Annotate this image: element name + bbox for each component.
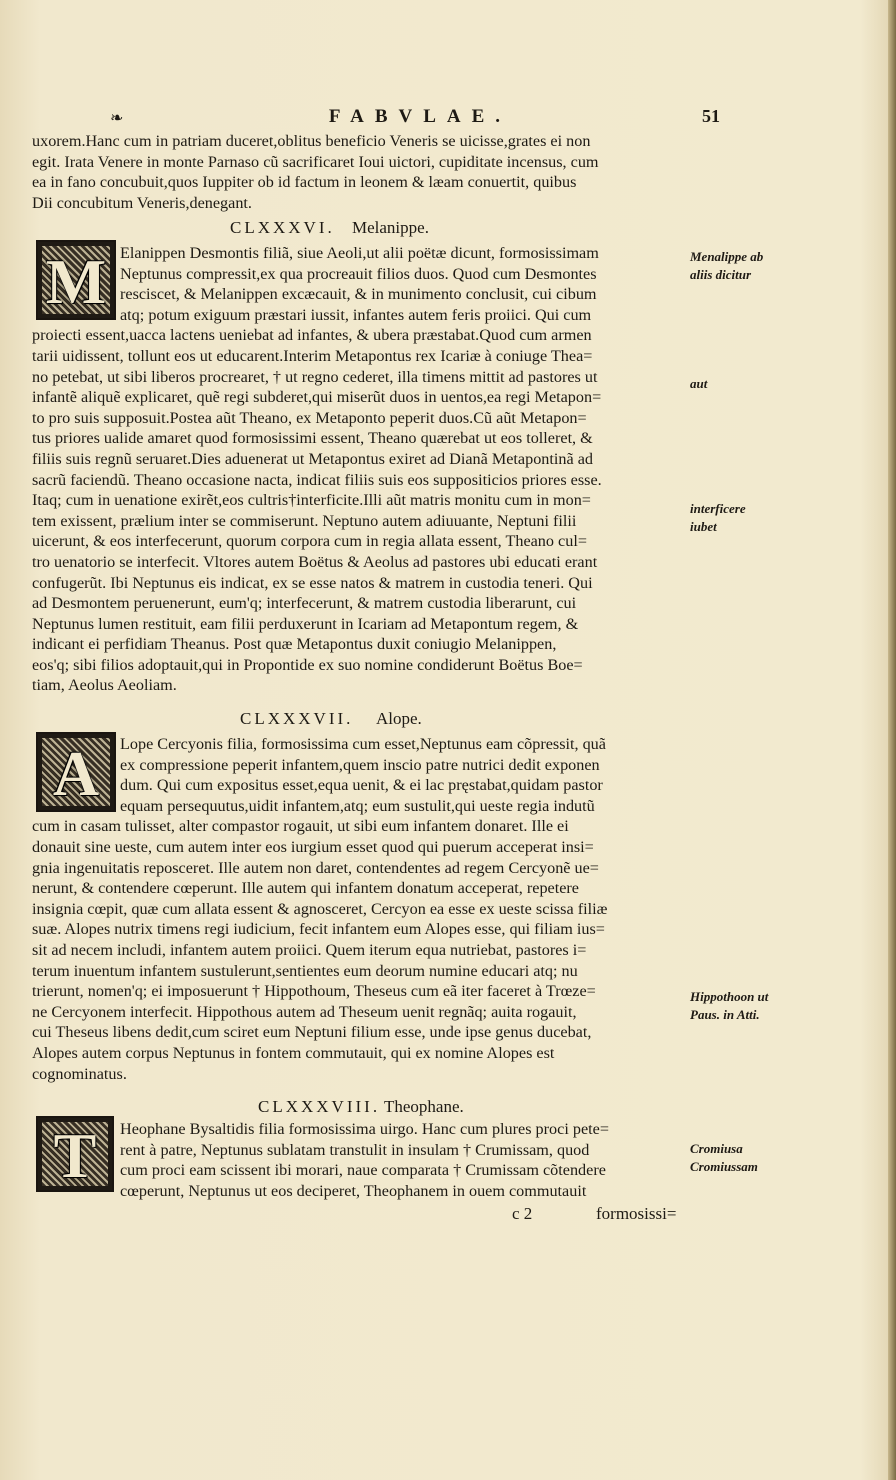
text-line: Lope Cercyonis filia, formosissima cum esset,Neptunus eam cõpressit, quã	[120, 735, 606, 753]
text-line: sacrũ faciendũ. Theano occasione nacta, indicat filiis suis eos suppositicios priores esse.	[32, 470, 602, 489]
section-title: Alope.	[376, 709, 422, 728]
text-line: sit ad necem includi, infantem autem proiici. Quem iterum equa nutriebat, pastores i=	[32, 940, 587, 959]
margin-note: aliis dicitur	[690, 267, 752, 282]
text-line: eos'q; sibi filios adoptauit,qui in Propontide ex suo nomine condiderunt Boëtus Boe=	[32, 655, 583, 674]
text-line: cœperunt, Neptunus ut eos deciperet, Theophanem in ouem commutauit	[120, 1181, 587, 1200]
margin-note: Cromiusa	[690, 1141, 743, 1156]
text-line: trierunt, nomen'q; ei imposuerunt † Hippothoum, Theseus cum eã iter faceret à Trœze=	[32, 982, 596, 1001]
text-line: ex compressione peperit infantem,quem inscio patre nutrici dedit exponen	[120, 755, 600, 774]
text-line: ea in fano concubuit,quos Iuppiter ob id factum in leonem & læam conuertit, quibus	[32, 173, 577, 192]
text-line: tro uenatorio se interfecit. Vltores autem Boëtus & Aeolus ad pastores ubi educati erant	[32, 552, 598, 571]
intro-paragraph	[32, 131, 682, 213]
text-line: Dii concubitum Veneris,denegant.	[32, 193, 252, 212]
text-line: Elanippen Desmontis filiã, siue Aeoli,ut alii poëtæ dicunt, formosissimam	[120, 244, 599, 262]
margin-note: Menalippe ab	[690, 249, 764, 264]
text-line: uicerunt, & eos interfecerunt, quorum corpora cum in regia allata essent, Theano cul=	[32, 532, 587, 551]
text-line: Neptunus compressit,ex qua procreauit filios duos. Quod cum Desmontes	[120, 264, 597, 283]
text-line: cognominatus.	[32, 1064, 127, 1083]
initial-letter: A	[52, 738, 100, 809]
catchword: formosissi=	[596, 1204, 677, 1223]
page-number: 51	[702, 106, 720, 126]
margin-note: Cromiussam	[690, 1159, 758, 1174]
text-line: uxorem.Hanc cum in patriam duceret,oblitus beneficio Veneris se uicisse,grates ei non	[32, 132, 591, 150]
margin-note: Paus. in Atti.	[690, 1007, 760, 1022]
running-head	[110, 106, 720, 132]
section-title: Melanippe.	[352, 218, 429, 237]
text-line: ad Desmontem peruenerunt, eum'q; interfecerunt, & matrem custodia liberarunt, cui	[32, 594, 577, 613]
text-line: rent à patre, Neptunus sublatam transtulit in insulam † Crumissam, quod	[120, 1140, 590, 1159]
text-line: Heophane Bysaltidis filia formosissima uirgo. Hanc cum plures proci pete=	[120, 1120, 609, 1138]
page-edge	[888, 0, 896, 1480]
text-line: Itaq; cum in uenatione exirẽt,eos cultris†interficite.Illi aũt matris monitu cum in mon=	[32, 491, 591, 510]
section-text-theophane	[32, 1119, 682, 1201]
margin-note: aut	[690, 376, 708, 391]
text-line: donauit sine ueste, cum autem inter eos iurgium esset quod qui puerum acceperat insi=	[32, 837, 594, 856]
text-line: gnia ingenuitatis reposceret. Ille autem non daret, contendentes ad regem Cercyonẽ ue=	[32, 858, 599, 877]
text-line: suæ. Alopes nutrix timens regi iudicium, fecit infantem eum Alopes esse, qui filiam ius=	[32, 920, 605, 939]
section-number: CLXXXVII.	[240, 709, 354, 728]
margin-note: interficere	[690, 501, 746, 516]
text-line: atq; potum exiguum præstari iussit, infantes autem feris proiici. Qui cum	[120, 305, 592, 324]
text-line: tiam, Aeolus Aeoliam.	[32, 676, 177, 695]
text-line: Neptunus lumen restituit, eam filii perduxerunt in Icariam ad Metapontum regem, &	[32, 614, 579, 633]
signature-mark: c 2	[512, 1204, 533, 1223]
text-line: confugerũt. Ibi Neptunus eis indicat, ex se esse natos & matrem in custodia teneri. Qui	[32, 573, 593, 592]
text-line: tem exissent, prælium inter se commiserunt. Neptuno autem adiuuante, Neptuni filii	[32, 511, 577, 530]
section-number: CLXXXVI.	[230, 218, 335, 237]
text-line: nerunt, & contendere cœperunt. Ille autem qui infantem donatum acceperat, repetere	[32, 879, 579, 898]
text-line: egit. Irata Venere in monte Parnaso cũ sacrificaret Ioui uictori, cupiditate incensus, cum	[32, 152, 599, 171]
section-title: Theophane.	[384, 1097, 464, 1116]
margin-note: Hippothoon ut	[690, 989, 769, 1004]
text-line: no petebat, ut sibi liberos procrearet, † ut regno cederet, illa timens mittit ad pastores ut	[32, 367, 598, 386]
text-line: ne Cercyonem interfecit. Hippothous autem ad Theseum uenit regnãq; auita rogauit,	[32, 1002, 577, 1021]
margin-note: iubet	[690, 519, 717, 534]
running-title: FABVLAE.	[328, 106, 512, 127]
text-line: dum. Qui cum expositus esset,equa uenit, & ei lac pręstabat,quidam pastor	[120, 776, 603, 795]
text-line: Alopes autem corpus Neptunus in fontem commutauit, qui ex nomine Alopes est	[32, 1043, 555, 1062]
text-line: resciscet, & Melanippen excæcauit, & in munimento conclusit, cui cibum	[120, 285, 597, 304]
initial-letter: T	[53, 1120, 97, 1191]
section-text-alope	[32, 734, 682, 1084]
text-line: filiis suis regnũ seruaret.Dies aduenerat ut Metapontus exiret ad Dianã Metapontinã ad	[32, 449, 593, 468]
text-line: infantẽ aliquẽ explicaret, quẽ regi subderet,qui miserũt duos in uentos,ea regi Metapon=	[32, 388, 602, 407]
section-number: CLXXXVIII.	[258, 1097, 381, 1116]
text-line: cum proci eam scissent ibi morari, naue comparata † Crumissam cõtendere	[120, 1161, 606, 1180]
fleuron-icon: ❧	[110, 110, 124, 127]
text-line: to pro suis supposuit.Postea aũt Theano, ex Metaponto peperit duos.Cũ aũt Metapon=	[32, 408, 587, 427]
text-line: tus priores ualide amaret quod formosissimi essent, Theano quærebat ut eos tolleret, &	[32, 429, 593, 448]
section-text-melanippe	[32, 243, 682, 696]
text-line: cum in casam tulisset, alter compastor rogauit, ut sibi eum infantem donaret. Ille ei	[32, 817, 569, 836]
text-line: tarii uidissent, tollunt eos ut educarent.Interim Metapontus rex Icariæ à coniuge Thea=	[32, 346, 593, 365]
initial-letter: M	[45, 246, 107, 317]
text-line: proiecti essent,uacca lactens ueniebat ad infantes, & ubera præstabat.Quod cum armen	[32, 326, 592, 345]
text-line: insignia cœpit, quæ cum allata essent & agnosceret, Cercyon ea esse ex ueste scissa filiæ	[32, 899, 608, 918]
text-line: terum inuentum infantem sustulerunt,sentientes eum deorum numine educari atq; nu	[32, 961, 578, 980]
text-line: indicant ei perfidiam Theanus. Post quæ Metapontus duxit coniugio Melanippen,	[32, 635, 557, 654]
text-line: equam persequutus,uidit infantem,atq; eum sustulit,qui ueste regia indutũ	[120, 796, 595, 815]
text-line: cui Theseus libens dedit,cum sciret eum Neptuni filium esse, unde ipse genus ducebat,	[32, 1023, 592, 1042]
